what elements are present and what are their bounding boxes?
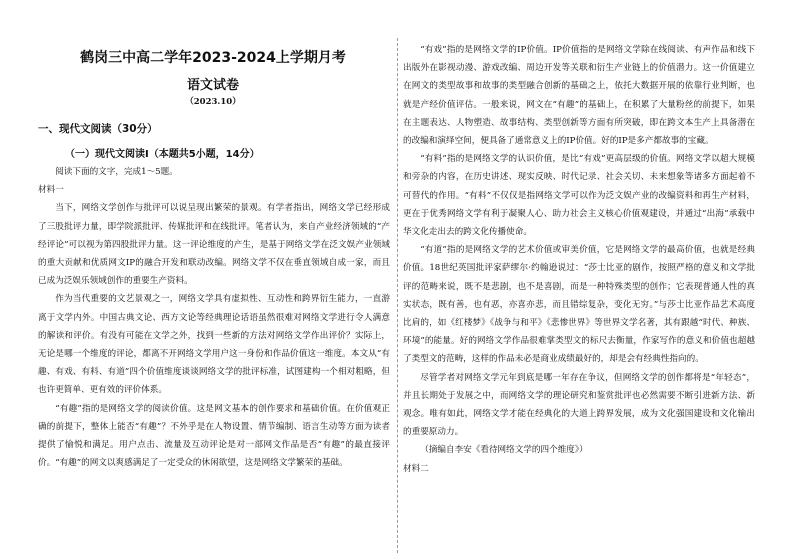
exam-date: （2023.10） xyxy=(185,97,241,107)
material-label: 材料二 xyxy=(403,463,429,474)
material-label: 材料一 xyxy=(38,185,64,196)
text-paragraph: 当下，网络文学创作与批评可以说呈现出繁荣的景观。有学者指出，网络文学已经形成了三股批评力量，即学院派批评、传媒批评和在线批评。笔者认为，来自产业经济领域的“产经评论”可以视为第四股批评力量。这一评论维度的产生，是基于网络文学在泛文娱产业领域的重大贡献和优质网文IP的融合开发和联动改编。网络文学不仅在垂直领域自成一家，而且已成为泛娱乐领域创作的重要生产资料。 xyxy=(38,203,390,287)
source-citation: （摘编自李安《看待网络文学的四个维度》） xyxy=(420,445,588,456)
text-paragraph: 作为当代重要的文艺景观之一，网络文学具有虚拟性、互动性和跨界衍生能力，一直游离于文学内外。中国古典文论、西方文论等经典理论话语虽然很难对网络文学进行令人满意的解读和评价。有没有可能在文学之外，找到一些新的方法对网络文学作出评价？实际上，无论是哪一个维度的评论，都离不开网络文学用户这一身份和作品价值这一维度。本文从“有趣、有戏、有料、有道”四个价值维度谈谈网络文学的批评标准，试图建构一个相对粗略，但也许更简单、更有效的评价体系。 xyxy=(38,294,390,396)
text-paragraph: “有戏”指的是网络文学的IP价值。IP价值指的是网络文学除在线阅读、有声作品和线下出版外在影视动漫、游戏改编、周边开发等关联和衍生产业链上的价值潜力。这一价值建立在网文的类型故事和故事的类型融合创新的基础之上，依托大数据开展的依靠行业判断，也就是产经价值评估。一般来说，网文在“有趣”的基础上，在积累了大量粉丝的前提下，如果在主题表达、人物塑造、故事结构、类型创新等方面有所突破，即在跨文本生产上具备潜在的改编和演绎空间，便具备了通常意义上的IP价值。好的IP是多产都故事的宝藏。 xyxy=(403,45,755,147)
exam-title: 鹤岗三中高二学年2023-2024上学期月考 xyxy=(80,50,346,66)
right-column-body xyxy=(403,41,755,478)
text-paragraph: “有趣”指的是网络文学的阅读价值。这是网文基本的创作要求和基础价值。在价值观正确的前提下，整体上能否“有趣”？不外乎是在人物设置、情节编制、语言生动等方面为读者提供了愉悦和满足。用户点击、流量及互动评论是对一部网文作品是否“有趣”的最直接评价。“有趣”的网文以爽感满足了一定受众的休闲欲望，这是网络文学繁荣的基础。 xyxy=(38,403,390,469)
text-paragraph: “有料”指的是网络文学的认识价值，是比“有戏”更高层级的价值。网络文学以超大规模和旁杂的内容，在历史讲述、现实反映、时代记录、社会关切、未来想象等诸多方面起着不可替代的作用。“有料”不仅仅是指网络文学可以作为泛文娱产业的改编资料和再生产材料，更在于优秀网络文学有利于凝聚人心、助力社会主义核心价值观建设，并通过“出海”承载中华文化走出去的跨文化传播使命。 xyxy=(403,154,755,238)
text-paragraph: “有道”指的是网络文学的艺术价值或审美价值，它是网络文学的最高价值，也就是经典价值。18世纪英国批评家萨缪尔·约翰逊说过：“莎士比亚的剧作，按照严格的意义和文学批评的范畴来说，既不是悲剧，也不是喜剧，而是一种特殊类型的创作；它表现普通人性的真实状态，既有善，也有恶，亦喜亦悲，而且错综复杂，变化无穷。”与莎士比亚作品艺术高度比肩的，如《红楼梦》《战争与和平》《悲惨世界》等世界文学名著，其有跟越“时代、种族、环境”的能量。好的网络文学作品很难掌类型文的标尺去衡量，作家写作的意义和价值也超越了类型文的范畴，这样的作品未必是商业成绩最好的，却是会有经典性指向的。 xyxy=(403,245,755,365)
column-divider xyxy=(397,38,398,553)
text-paragraph: 尽管学者对网络文学元年到底是哪一年存在争议，但网络文学的创作都将是“年轻态”，并且长期处于发展之中，而网络文学的理论研究和鉴赏批评也必然需要不断引进新方法、新观念。唯有如此，网络文学才能在经典化的大道上跨界发展，成为文化强国建设和文化输出的重要原动力。 xyxy=(403,372,755,438)
section-heading: 一、现代文阅读（30分） xyxy=(38,123,158,135)
exam-subtitle: 语文试卷 xyxy=(186,78,239,93)
subsection-heading: （一）现代文阅读Ⅰ（本题共5小题，14分） xyxy=(65,149,260,160)
instruction-paragraph: 阅读下面的文字，完成1～5题。 xyxy=(55,167,178,177)
left-column-body xyxy=(38,163,390,472)
